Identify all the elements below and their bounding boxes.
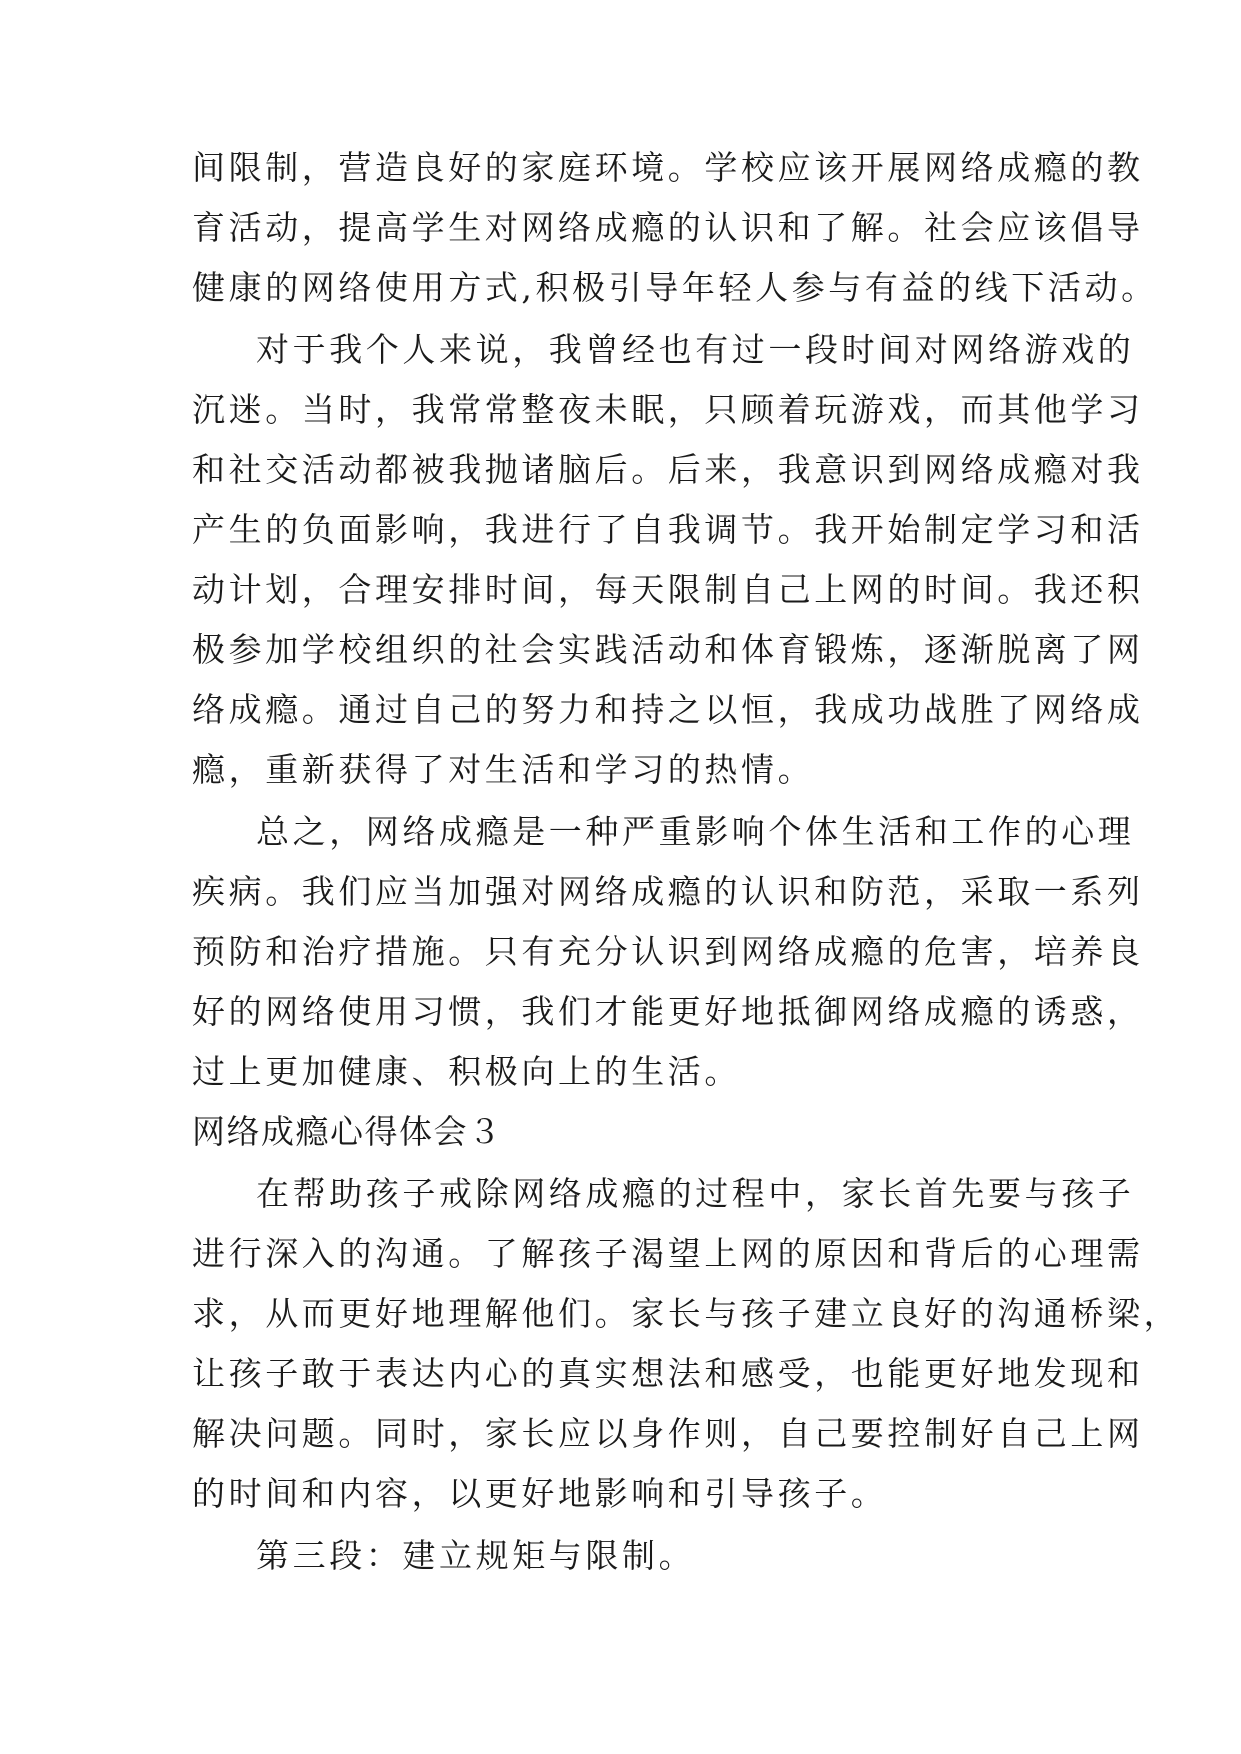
section-heading: 网络成瘾心得体会３ [192, 1112, 503, 1151]
body-text-line: 和社交活动都被我抛诸脑后。后来，我意识到网络成瘾对我 [192, 450, 1144, 489]
paragraph-first-line: 对于我个人来说，我曾经也有过一段时间对网络游戏的 [256, 330, 1135, 369]
body-text-line: 沉迷。当时，我常常整夜未眠，只顾着玩游戏，而其他学习 [192, 390, 1144, 429]
body-text-line: 育活动，提高学生对网络成瘾的认识和了解。社会应该倡导 [192, 208, 1144, 247]
paragraph-first-line: 总之，网络成瘾是一种严重影响个体生活和工作的心理 [256, 812, 1135, 851]
body-text-line: 疾病。我们应当加强对网络成瘾的认识和防范，采取一系列 [192, 872, 1144, 911]
body-text-line: 的时间和内容，以更好地影响和引导孩子。 [192, 1474, 888, 1513]
paragraph-first-line: 在帮助孩子戒除网络成瘾的过程中，家长首先要与孩子 [256, 1174, 1135, 1213]
body-text-line: 健康的网络使用方式,积极引导年轻人参与有益的线下活动。 [192, 268, 1158, 307]
body-text-line: 预防和治疗措施。只有充分认识到网络成瘾的危害，培养良 [192, 932, 1144, 971]
body-text-line: 让孩子敢于表达内心的真实想法和感受，也能更好地发现和 [192, 1354, 1144, 1393]
body-text-line: 好的网络使用习惯，我们才能更好地抵御网络成瘾的诱惑， [192, 992, 1144, 1031]
body-text-line: 过上更加健康、积极向上的生活。 [192, 1052, 741, 1091]
body-text-line: 求，从而更好地理解他们。家长与孩子建立良好的沟通桥梁， [192, 1294, 1181, 1333]
body-text-line: 瘾，重新获得了对生活和学习的热情。 [192, 750, 815, 789]
body-text-line: 间限制，营造良好的家庭环境。学校应该开展网络成瘾的教 [192, 148, 1144, 187]
body-text-line: 动计划，合理安排时间，每天限制自己上网的时间。我还积 [192, 570, 1144, 609]
body-text-line: 极参加学校组织的社会实践活动和体育锻炼，逐渐脱离了网 [192, 630, 1144, 669]
body-text-line: 解决问题。同时，家长应以身作则，自己要控制好自己上网 [192, 1414, 1144, 1453]
body-text-line: 产生的负面影响，我进行了自我调节。我开始制定学习和活 [192, 510, 1144, 549]
body-text-line: 进行深入的沟通。了解孩子渴望上网的原因和背后的心理需 [192, 1234, 1144, 1273]
paragraph-first-line: 第三段：建立规矩与限制。 [256, 1536, 696, 1575]
body-text-line: 络成瘾。通过自己的努力和持之以恒，我成功战胜了网络成 [192, 690, 1144, 729]
